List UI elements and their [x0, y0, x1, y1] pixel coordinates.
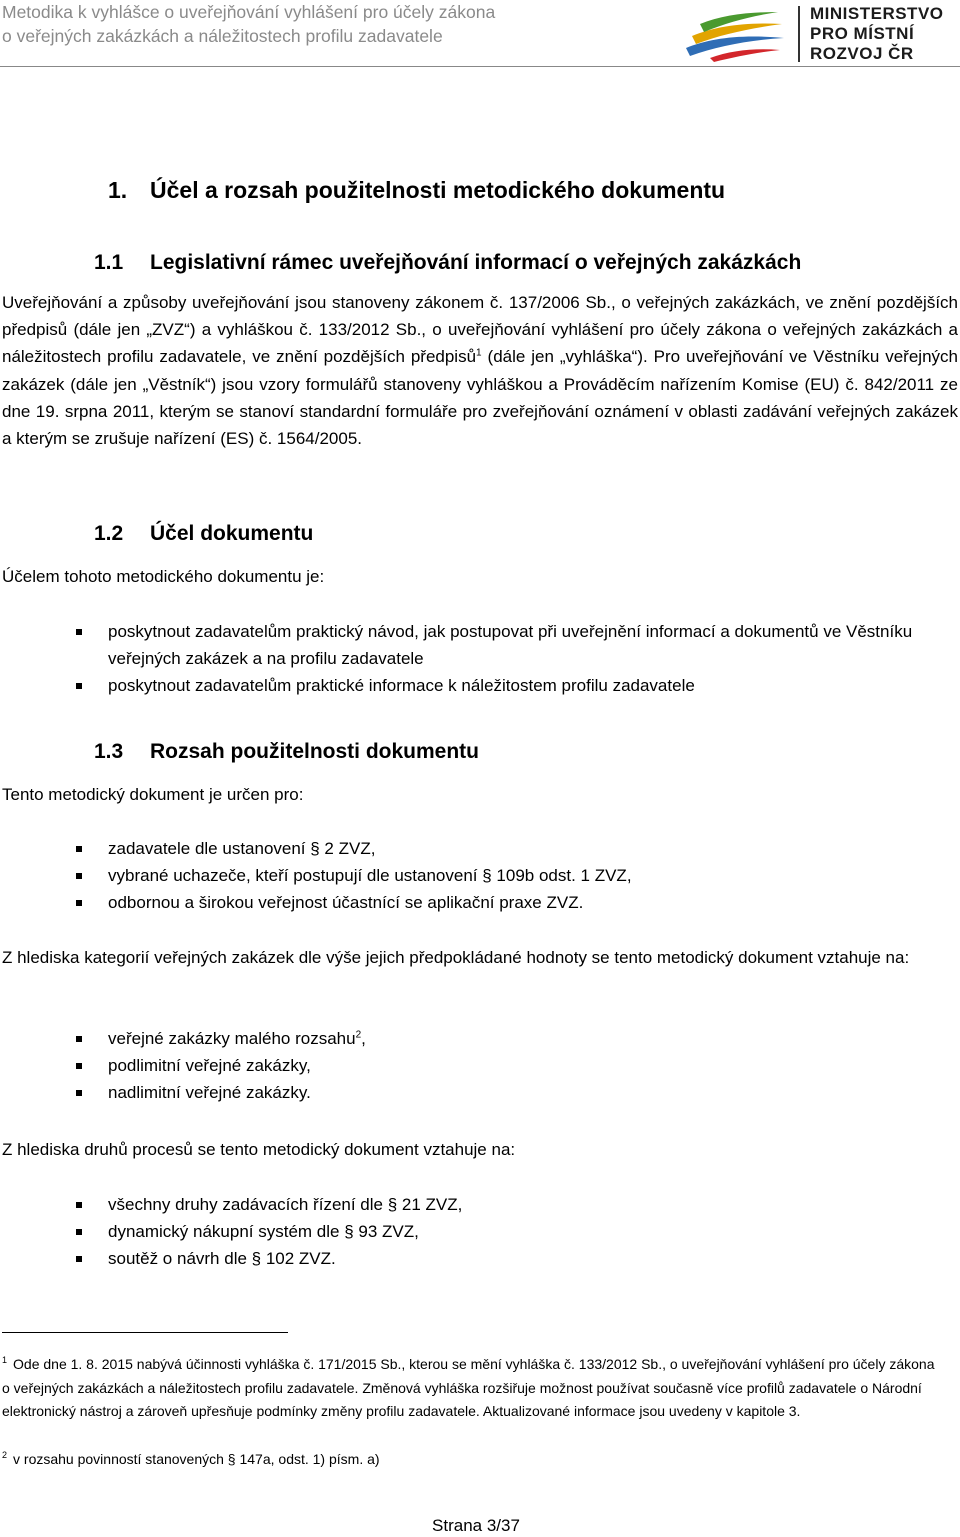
- list-item-text: vybrané uchazeče, kteří postupují dle ustanovení § 109b odst. 1 ZVZ,: [108, 866, 632, 886]
- page-number: Strana 3/37: [432, 1516, 520, 1535]
- list-item: [2, 1218, 958, 1245]
- section-1-3-heading: [94, 737, 479, 767]
- list-item-text: nadlimitní veřejné zakázky.: [108, 1083, 311, 1103]
- footnote-2: [2, 1448, 942, 1472]
- scope-list: [2, 835, 958, 917]
- section-title: Účel dokumentu: [150, 522, 314, 545]
- category-list: [2, 1025, 958, 1107]
- logo-divider: [798, 6, 800, 62]
- square-bullet-icon: [76, 1229, 82, 1235]
- list-item: [2, 618, 958, 672]
- square-bullet-icon: [76, 900, 82, 906]
- logo-text-line-3: ROZVOJ ČR: [810, 44, 914, 63]
- section-number: 1.3: [94, 740, 124, 763]
- section-number: 1.: [108, 177, 128, 203]
- process-intro: Z hlediska druhů procesů se tento metodický dokument vztahuje na:: [2, 1140, 516, 1159]
- section-title: Rozsah použitelnosti dokumentu: [150, 740, 479, 763]
- section-1-1-heading: [94, 248, 801, 278]
- section-1-2-heading: [94, 519, 313, 549]
- square-bullet-icon: [76, 1202, 82, 1208]
- paragraph-text: Uveřejňování a způsoby uveřejňování jsou stanoveny zákonem č. 137/2006 Sb., o veřejných zakázkách, ve znění pozdějších předpisů (dále jen „ZVZ“) a vyhláškou č. 133/2012 Sb., o uveřejňování vyhlášení pro účely zákona o veřejných zakázkách a náležitostech profilu zadavatele, ve znění pozdějších předpisů: [2, 293, 958, 367]
- list-item-text: dynamický nákupní systém dle § 93 ZVZ,: [108, 1222, 419, 1242]
- square-bullet-icon: [76, 873, 82, 879]
- list-item-text: soutěž o návrh dle § 102 ZVZ.: [108, 1249, 336, 1269]
- square-bullet-icon: [76, 1036, 82, 1042]
- section-1-heading: [108, 174, 725, 206]
- header-title: [2, 0, 622, 48]
- category-intro: Z hlediska kategorií veřejných zakázek dle výše jejich předpokládané hodnoty se tento metodický dokument vztahuje na:: [2, 948, 910, 967]
- list-item: [2, 1025, 958, 1052]
- section-number: 1.2: [94, 522, 124, 545]
- footnote-ref[interactable]: 1: [476, 347, 482, 359]
- list-item-text: veřejné zakázky malého rozsahu: [108, 1029, 356, 1048]
- logo-text: [810, 4, 960, 64]
- footnote-number: 1: [2, 1355, 8, 1366]
- legislative-paragraph: [2, 289, 958, 452]
- footnote-text: Ode dne 1. 8. 2015 nabývá účinnosti vyhláška č. 171/2015 Sb., kterou se mění vyhláška č. 133/2012 Sb., o uveřejňování vyhlášení pro účely zákona o veřejných zakázkách a náležitostech profilu zadavatele. Změnová vyhláška rozšiřuje možnost používat současně více profilů zadavatele o Národní elektronický nástroj a zároveň upřesňuje podmínky změny profilu zadavatele. Aktualizované informace jsou uvedeny v kapitole 3.: [2, 1356, 935, 1419]
- list-item: [2, 672, 958, 699]
- section-title: Legislativní rámec uveřejňování informací o veřejných zakázkách: [150, 251, 802, 274]
- list-item-suffix: ,: [361, 1029, 366, 1048]
- page-header: [0, 0, 960, 68]
- list-item: [2, 1079, 958, 1106]
- list-item-text: poskytnout zadavatelům praktický návod, jak postupovat při uveřejnění informací a dokumentů ve Věstníku veřejných zakázek a na profilu zadavatele: [108, 622, 913, 669]
- footnote-number: 2: [2, 1450, 8, 1461]
- paragraph-text: (dále jen „vyhláška“). Pro uveřejňování ve Věstníku veřejných zakázek (dále jen „Věstník“) jsou vzory formulářů stanoveny vyhláškou a Prováděcím nařízením Komise (EU) č. 842/2011 ze dne 19. srpna 2011, kterým se stanoví standardní formuláře pro zveřejňování oznámení v oblasti zadávání veřejných zakázek a kterým se zrušuje nařízení (ES) č. 1564/2005.: [2, 347, 958, 449]
- list-item-text: všechny druhy zadávacích řízení dle § 21 ZVZ,: [108, 1195, 463, 1214]
- square-bullet-icon: [76, 1090, 82, 1096]
- list-item: [2, 835, 958, 862]
- square-bullet-icon: [76, 629, 82, 635]
- ministry-logo: [680, 4, 960, 64]
- header-title-line-1: Metodika k vyhlášce o uveřejňování vyhlášení pro účely zákona: [2, 2, 496, 22]
- purpose-intro: Účelem tohoto metodického dokumentu je:: [2, 567, 325, 586]
- list-item-text: zadavatele dle ustanovení § 2 ZVZ,: [108, 839, 376, 858]
- square-bullet-icon: [76, 1063, 82, 1069]
- logo-text-line-1: MINISTERSTVO: [810, 4, 944, 23]
- ministry-emblem-icon: [680, 4, 790, 64]
- list-item-text: odbornou a širokou veřejnost účastnící se aplikační praxe ZVZ.: [108, 893, 584, 913]
- list-item-text: podlimitní veřejné zakázky,: [108, 1056, 311, 1076]
- header-title-line-2: o veřejných zakázkách a náležitostech profilu zadavatele: [2, 26, 443, 46]
- square-bullet-icon: [76, 846, 82, 852]
- list-item: [2, 862, 958, 889]
- footnote-1: [2, 1353, 942, 1424]
- list-item: [2, 1245, 958, 1272]
- list-item: [2, 1191, 958, 1218]
- header-rule: [0, 66, 960, 67]
- square-bullet-icon: [76, 1256, 82, 1262]
- purpose-list: [2, 618, 958, 700]
- list-item: [2, 889, 958, 916]
- list-item: [2, 1052, 958, 1079]
- scope-intro: Tento metodický dokument je určen pro:: [2, 785, 304, 804]
- footnote-ref[interactable]: 2: [355, 1029, 362, 1041]
- square-bullet-icon: [76, 683, 82, 689]
- footnote-separator: [2, 1332, 288, 1333]
- list-item-text: poskytnout zadavatelům praktické informace k náležitostem profilu zadavatele: [108, 676, 695, 696]
- logo-text-line-2: PRO MÍSTNÍ: [810, 24, 915, 43]
- section-title: Účel a rozsah použitelnosti metodického dokumentu: [150, 177, 726, 203]
- footnote-text: v rozsahu povinností stanovených § 147a, odst. 1) písm. a): [13, 1451, 380, 1467]
- process-list: [2, 1191, 958, 1273]
- section-number: 1.1: [94, 251, 124, 274]
